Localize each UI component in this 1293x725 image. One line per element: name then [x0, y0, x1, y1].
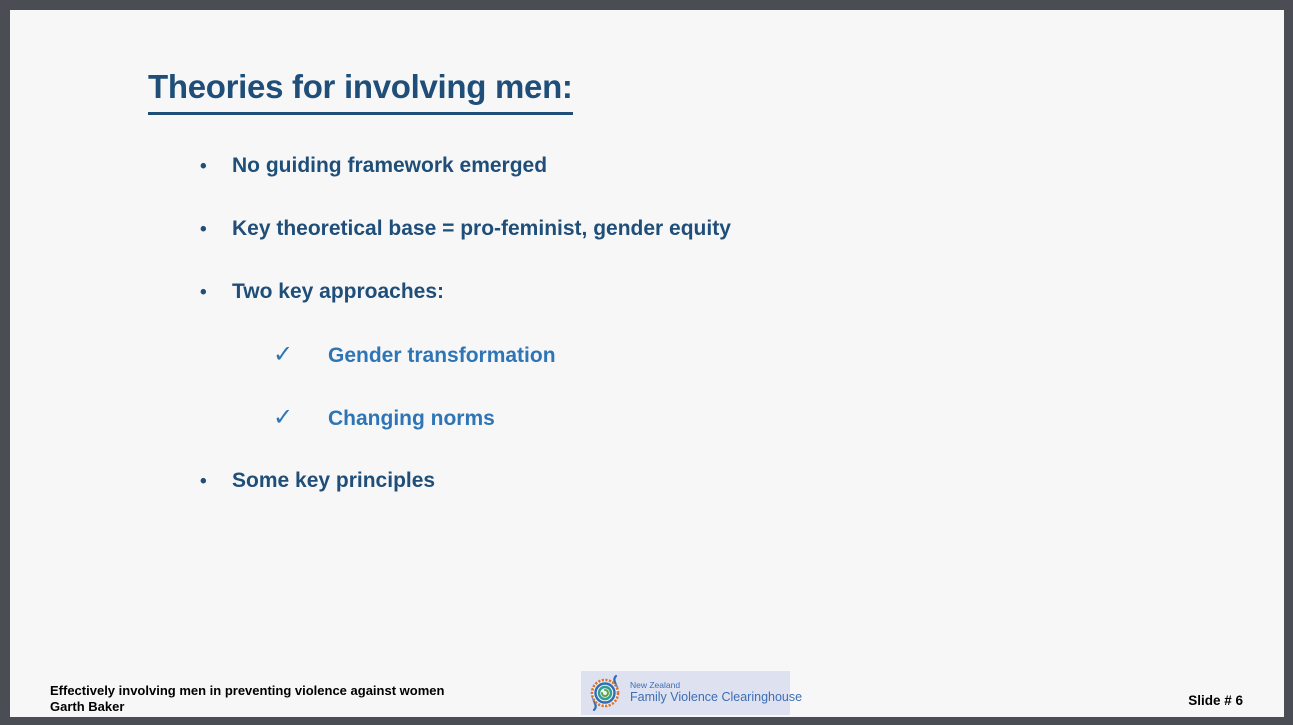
slide-number: Slide # 6: [1188, 693, 1243, 708]
slide-page: [10, 10, 1284, 717]
bullet-item: [200, 469, 1284, 492]
bullet-text: Gender transformation: [328, 344, 556, 367]
bullet-dot-icon: •: [200, 156, 207, 177]
slide-title: Theories for involving men:: [148, 67, 573, 115]
check-icon: ✓: [273, 404, 294, 431]
logo-text: [630, 681, 802, 704]
bullet-item: [200, 217, 1284, 240]
bullet-text: Changing norms: [328, 407, 495, 430]
sub-bullet-item: [273, 406, 1284, 429]
bullet-dot-icon: •: [200, 282, 207, 303]
bullet-text: Some key principles: [232, 469, 436, 492]
bullet-item: [200, 154, 1284, 177]
bullet-text: No guiding framework emerged: [232, 154, 548, 177]
bullet-item: [200, 280, 1284, 303]
clearinghouse-logo: [581, 671, 803, 715]
footer-presentation-title: Effectively involving men in preventing violence against women: [50, 683, 445, 698]
bullet-text: Key theoretical base = pro-feminist, gender equity: [232, 217, 731, 240]
logo-line-new-zealand: New Zealand: [630, 680, 681, 691]
sub-bullet-item: [273, 343, 1284, 366]
bullet-list: [10, 154, 1284, 532]
koru-swirl-icon: [586, 673, 624, 713]
bullet-text: Two key approaches:: [232, 280, 445, 303]
check-icon: ✓: [273, 341, 294, 368]
bullet-dot-icon: •: [200, 219, 207, 240]
bullet-dot-icon: •: [200, 471, 207, 492]
footer-author: Garth Baker: [50, 699, 125, 714]
logo-line-clearinghouse: Family Violence Clearinghouse: [630, 689, 803, 704]
footer-credits: [50, 683, 444, 715]
